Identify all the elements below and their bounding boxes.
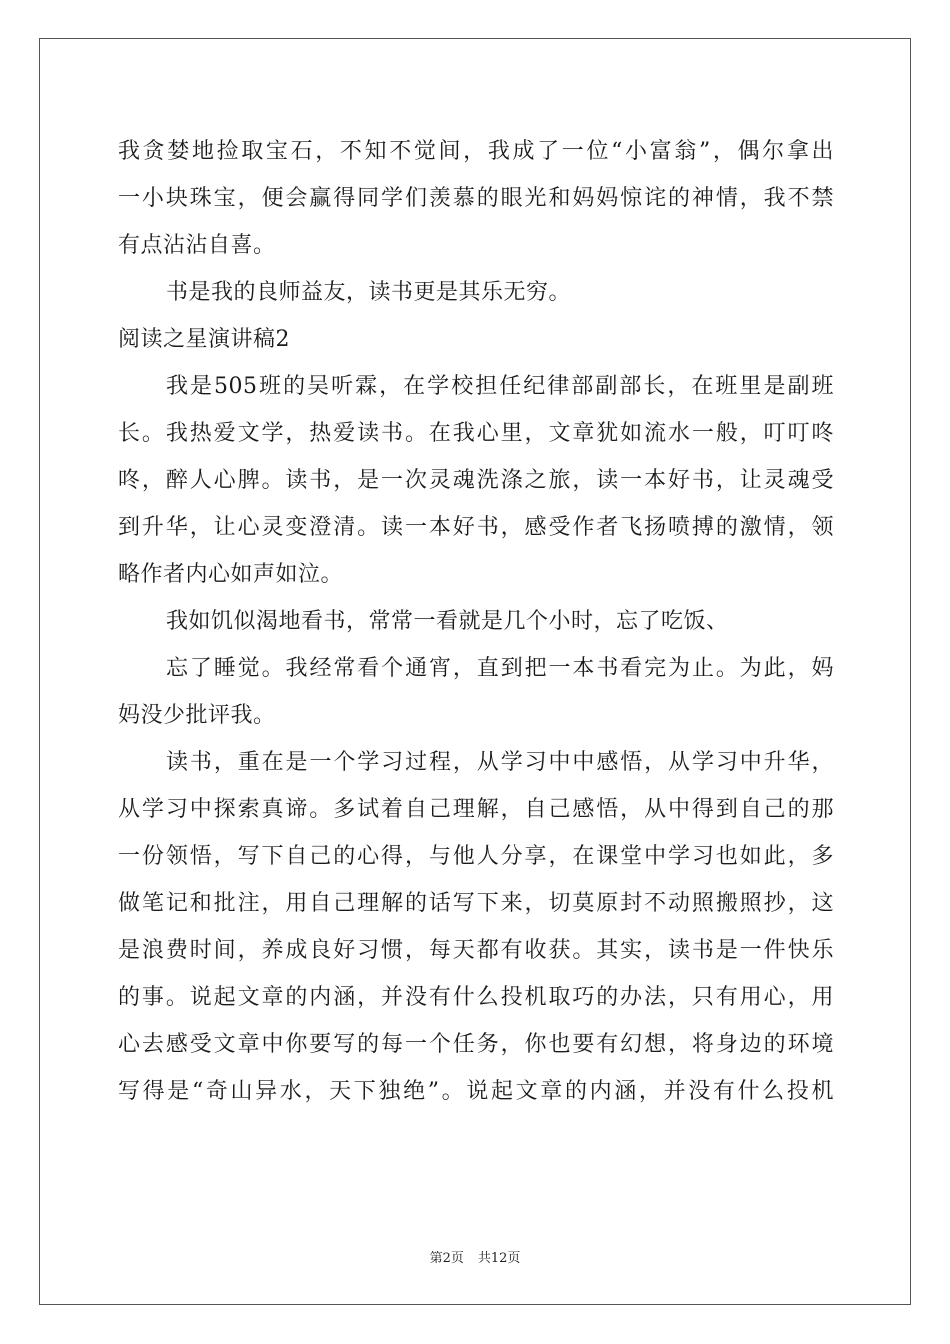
text-line: 到升华，让心灵变澄清。读一本好书，感受作者飞扬喷搏的激情，领 [118, 515, 834, 540]
page-footer [0, 1247, 950, 1266]
paragraph-start: 忘了睡觉。我经常看个通宵，直到把一本书看完为止。为此，妈 [166, 656, 834, 681]
text-line: 咚，醉人心脾。读书，是一次灵魂洗涤之旅，读一本好书，让灵魂受 [118, 468, 834, 493]
section-title: 阅读之星演讲稿2 [118, 327, 290, 352]
text-line: 一份领悟，写下自己的心得，与他人分享，在课堂中学习也如此，多 [118, 844, 834, 869]
text-line: 有点沾沾自喜。 [118, 233, 276, 258]
text-line: 长。我热爱文学，热爱读书。在我心里，文章犹如流水一般，叮叮咚 [118, 421, 834, 446]
paragraph-start: 我是505班的吴听霖，在学校担任纪律部副部长，在班里是副班 [166, 374, 834, 399]
total-pages: 共12页 [477, 1251, 521, 1266]
document-body [118, 128, 834, 1115]
text-line: 写得是“奇山异水，天下独绝”。说起文章的内涵，并没有什么投机 [118, 1079, 834, 1104]
text-line: 是浪费时间，养成良好习惯，每天都有收获。其实，读书是一件快乐 [118, 938, 834, 963]
text-line: 做笔记和批注，用自己理解的话写下来，切莫原封不动照搬照抄，这 [118, 891, 834, 916]
text-line: 略作者内心如声如泣。 [118, 562, 344, 587]
text-line: 妈没少批评我。 [118, 703, 276, 728]
text-line: 从学习中探索真谛。多试着自己理解，自己感悟，从中得到自己的那 [118, 797, 834, 822]
paragraph-start: 读书，重在是一个学习过程，从学习中中感悟，从学习中升华， [166, 750, 834, 775]
paragraph-start: 我如饥似渴地看书，常常一看就是几个小时，忘了吃饭、 [166, 609, 729, 634]
paragraph-start: 书是我的良师益友，读书更是其乐无穷。 [166, 280, 572, 305]
text-line: 我贪婪地捡取宝石，不知不觉间，我成了一位“小富翁”，偶尔拿出 [118, 139, 834, 164]
page-number: 第2页 [429, 1251, 464, 1266]
text-line: 的事。说起文章的内涵，并没有什么投机取巧的办法，只有用心，用 [118, 985, 834, 1010]
text-line: 一小块珠宝，便会赢得同学们羡慕的眼光和妈妈惊诧的神情，我不禁 [118, 186, 834, 211]
text-line: 心去感受文章中你要写的每一个任务，你也要有幻想，将身边的环境 [118, 1032, 834, 1057]
